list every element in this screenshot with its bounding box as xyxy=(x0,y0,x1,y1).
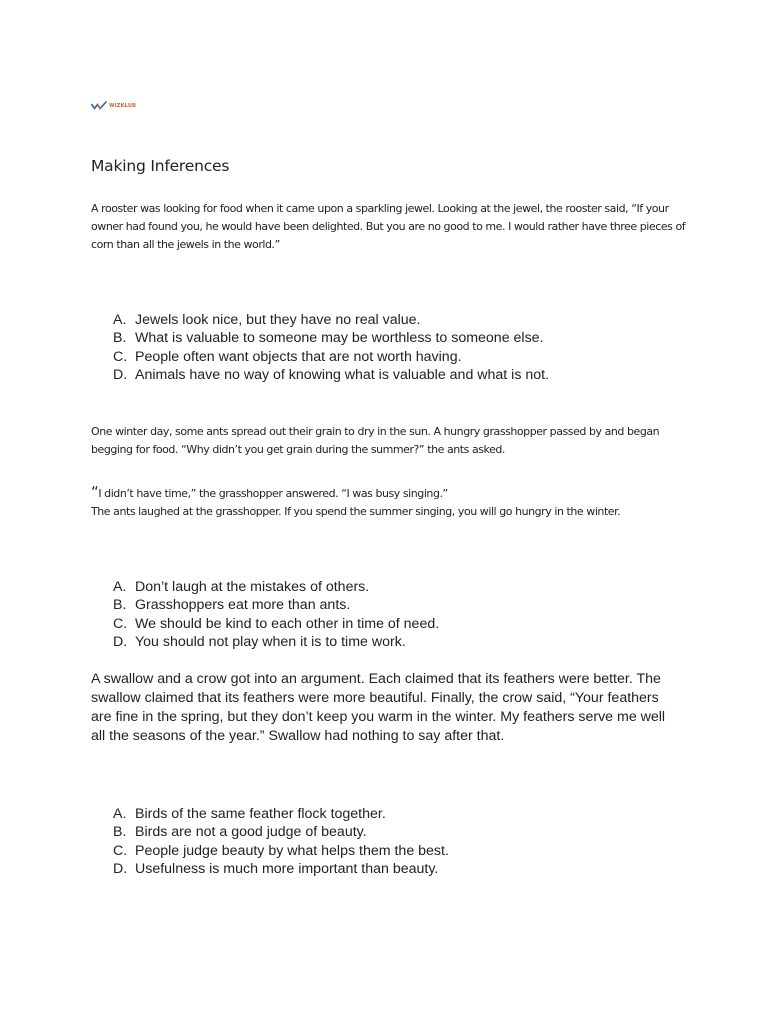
option-letter: A. xyxy=(113,805,127,822)
passage-ants-dialogue xyxy=(91,483,691,521)
option-letter: D. xyxy=(113,367,128,384)
options-list-1 xyxy=(113,311,549,385)
option-item xyxy=(113,805,449,824)
option-letter: C. xyxy=(113,842,128,859)
option-item xyxy=(113,615,439,634)
option-text: We should be kind to each other in time of need. xyxy=(135,615,440,632)
option-text: Jewels look nice, but they have no real value. xyxy=(135,311,421,328)
option-text: Grasshoppers eat more than ants. xyxy=(135,597,351,614)
logo-check-icon xyxy=(91,101,107,110)
brand-logo xyxy=(91,101,136,110)
dialogue-line: The ants laughed at the grasshopper. If you spend the summer singing, you will go hungry in the winter. xyxy=(91,505,621,518)
option-text: Animals have no way of knowing what is valuable and what is not. xyxy=(135,367,550,384)
option-item xyxy=(113,824,449,843)
option-letter: B. xyxy=(113,330,127,347)
dialogue-text: I didn’t have time,” the grasshopper answered. “I was busy singing.” xyxy=(98,487,448,500)
option-item xyxy=(113,367,549,386)
option-letter: B. xyxy=(113,824,127,841)
option-item xyxy=(113,348,549,367)
option-letter: D. xyxy=(113,634,128,651)
option-item xyxy=(113,578,439,597)
open-quote-mark: “ xyxy=(91,483,99,501)
option-text: You should not play when it is to time work. xyxy=(135,634,406,651)
option-letter: B. xyxy=(113,597,127,614)
option-text: People often want objects that are not worth having. xyxy=(135,348,462,365)
dialogue-line xyxy=(91,483,691,503)
option-item xyxy=(113,634,439,653)
option-letter: C. xyxy=(113,348,128,365)
option-text: What is valuable to someone may be worthless to someone else. xyxy=(135,330,544,347)
passage-ants-intro: One winter day, some ants spread out their grain to dry in the sun. A hungry grasshopper passed by and began begging for food. “Why didn’t you get grain during the summer?” the ants asked. xyxy=(91,425,660,456)
option-item xyxy=(113,311,549,330)
option-item xyxy=(113,861,449,880)
option-item xyxy=(113,842,449,861)
option-text: Birds of the same feather flock together. xyxy=(135,805,386,822)
logo-text: WIZKLUB xyxy=(109,102,137,109)
option-text: Birds are not a good judge of beauty. xyxy=(135,824,367,841)
option-letter: C. xyxy=(113,615,128,632)
option-item xyxy=(113,330,549,349)
page-title: Making Inferences xyxy=(91,157,230,175)
option-letter: A. xyxy=(113,578,127,595)
option-text: Usefulness is much more important than beauty. xyxy=(135,861,439,878)
passage-swallow-crow: A swallow and a crow got into an argument. Each claimed that its feathers were better. The swallow claimed that its feathers were more beautiful. Finally, the crow said, “Your feathers are fine in the spring, but they don’t keep you warm in the winter. My feathers serve me well all the seasons of the year.” Swallow had nothing to say after that. xyxy=(91,671,666,744)
option-letter: D. xyxy=(113,861,128,878)
options-list-3 xyxy=(113,805,449,879)
option-item xyxy=(113,597,439,616)
option-letter: A. xyxy=(113,311,127,328)
option-text: Don’t laugh at the mistakes of others. xyxy=(135,578,370,595)
passage-rooster: A rooster was looking for food when it came upon a sparkling jewel. Looking at the jewel, the rooster said, “If your owner had found you, he would have been delighted. But you are no good to me. I would rather have three pieces of corn than all the jewels in the world.” xyxy=(91,202,686,251)
option-text: People judge beauty by what helps them the best. xyxy=(135,842,449,859)
options-list-2 xyxy=(113,578,439,652)
